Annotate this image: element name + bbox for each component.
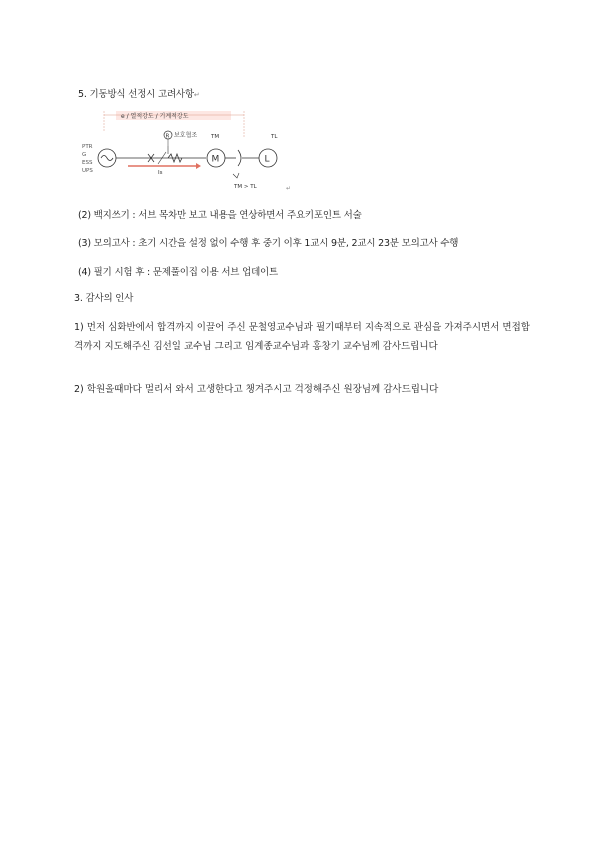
tm-label: TM [211, 134, 220, 140]
stress-label: e / 열적강도 / 기계적강도 [121, 113, 189, 120]
section5-title: 5. 기동방식 선정시 고려사항↵ [78, 89, 200, 100]
source-ptr: PTR [82, 144, 93, 150]
item-3: (3) 모의고사 : 초기 시간을 설정 없이 수행 후 중기 이후 1교시 9분, 2교시 23분 모의고사 수행 [78, 238, 459, 249]
item-4: (4) 필기 시험 후 : 문제풀이집 이용 서브 업데이트 [78, 267, 279, 278]
condition-label: TM > TL [234, 184, 257, 190]
current-label: Is [158, 170, 163, 176]
thanks-paragraph-2: 2) 학원올때마다 멀리서 와서 고생한다고 챙겨주시고 걱정해주신 원장님께 감사드립니다 [74, 384, 439, 395]
svg-text:M: M [211, 154, 220, 165]
source-ess: ESS [82, 160, 93, 166]
protection-label: 보호협조 [174, 132, 198, 139]
thanks-paragraph-1: 1) 먼저 심화반에서 합격까지 이끌어 주신 문철영교수님과 필기때부터 지속적으로 관심을 가져주시면서 면접합격까지 지도해주신 김선일 교수님 그리고 임계종교수님과 홍창기 교수님께 감사드립니다 [74, 322, 530, 352]
source-g: G [82, 152, 87, 158]
motor-start-diagram [76, 108, 306, 194]
relay-label: R [165, 133, 170, 140]
item-2: (2) 백지쓰기 : 서브 목차만 보고 내용을 연상하면서 주요키포인트 서술 [78, 210, 362, 221]
section3-title: 3. 감사의 인사 [74, 293, 134, 304]
diagram-return-mark: ↵ [286, 185, 292, 192]
source-ups: UPS [82, 168, 93, 174]
tl-label: TL [271, 134, 278, 140]
svg-text:L: L [264, 154, 270, 165]
